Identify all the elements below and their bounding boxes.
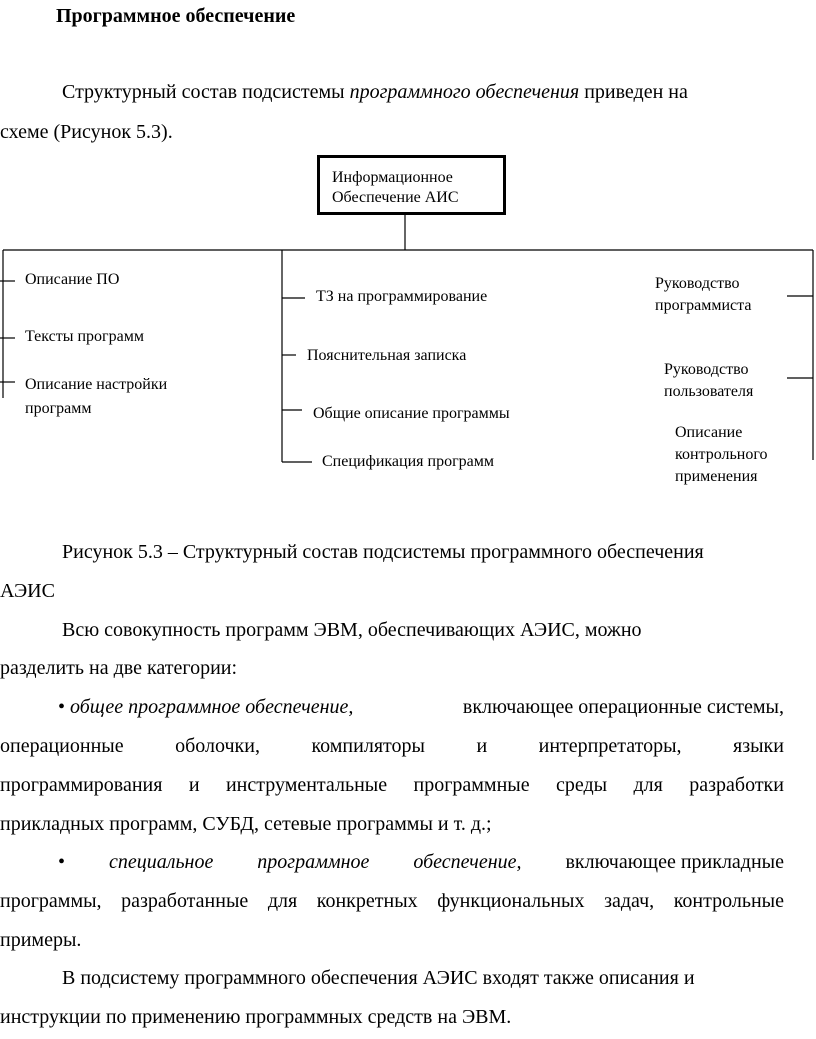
figure-caption-line-2: АЭИС — [0, 580, 55, 602]
intro-text-before: Структурный состав подсистемы — [62, 81, 350, 103]
left-item-3-line-2: программ — [25, 400, 92, 417]
intro-line-2: схеме (Рисунок 5.3). — [0, 121, 173, 143]
word: программы, — [0, 890, 102, 912]
word: программирования — [0, 774, 163, 796]
right-item-2-line-2: пользователя — [664, 383, 754, 400]
word: оболочки, — [175, 735, 260, 757]
root-label-line-1: Информационное — [332, 169, 453, 186]
word: функциональных — [437, 890, 585, 912]
root-label-line-2: Обеспечение АИС — [332, 189, 459, 206]
left-item-3-line-1: Описание настройки — [25, 376, 168, 393]
right-item-3-line-3: применения — [675, 468, 758, 485]
para2-line-1: В подсистему программного обеспечения АЭИС входят также описания и — [62, 967, 695, 989]
word: интерпретаторы, — [538, 735, 682, 757]
bullet2-italic-1: специальное — [108, 851, 214, 873]
word: разработанные — [121, 890, 249, 912]
right-item-3-line-1: Описание — [675, 424, 743, 441]
bullet1-italic: общее программное обеспечение, — [70, 696, 354, 718]
word: задач, — [604, 890, 655, 912]
bullet2-rest: включающее прикладные — [565, 851, 784, 873]
bullet1-rest: включающее операционные системы, — [462, 696, 784, 718]
bullet2-mark: • — [58, 851, 66, 873]
right-item-1-line-1: Руководство — [655, 275, 740, 292]
left-item-1: Описание ПО — [25, 271, 120, 288]
middle-item-3: Общие описание программы — [313, 405, 510, 422]
bullet2-line-1 — [58, 850, 784, 874]
intro-text-after: приведен на — [579, 81, 688, 103]
intro-text-italic: программного обеспечения — [349, 81, 580, 103]
word: разработки — [689, 774, 784, 796]
para1-line-2: разделить на две категории: — [0, 657, 238, 679]
word: языки — [733, 735, 784, 757]
word: для — [633, 774, 663, 796]
bullet2-line-3: примеры. — [0, 929, 82, 951]
right-item-1-line-2: программиста — [655, 297, 752, 314]
middle-item-1: ТЗ на программирование — [316, 288, 488, 305]
word: компиляторы — [311, 735, 425, 757]
para2-line-2: инструкции по применению программных средств на ЭВМ. — [0, 1006, 512, 1028]
bullet2-italic-2: программное — [257, 851, 370, 873]
word: среды — [556, 774, 608, 796]
bullet1-lead — [58, 695, 353, 719]
bullet1-line-3 — [0, 773, 784, 797]
bullet1-line-2 — [0, 734, 784, 758]
word: конкретных — [316, 890, 418, 912]
left-item-2: Тексты программ — [25, 328, 144, 345]
bullet2-italic-3: обеспечение, — [413, 851, 522, 873]
figure-caption-line-1: Рисунок 5.3 – Структурный состав подсистемы программного обеспечения — [62, 541, 704, 563]
word: программные — [413, 774, 530, 796]
word: и — [188, 774, 200, 796]
word: контрольные — [673, 890, 784, 912]
word: операционные — [0, 735, 124, 757]
middle-item-4: Спецификация программ — [322, 453, 494, 470]
bullet1-line-4: прикладных программ, СУБД, сетевые программы и т. д.; — [0, 813, 492, 835]
right-item-2-line-1: Руководство — [664, 361, 749, 378]
para1-line-1: Всю совокупность программ ЭВМ, обеспечивающих АЭИС, можно — [62, 619, 642, 641]
word: инструментальные — [225, 774, 388, 796]
word: для — [267, 890, 298, 912]
middle-item-2: Пояснительная записка — [307, 347, 467, 364]
bullet1-mark: • — [58, 696, 66, 718]
bullet1-line-1 — [58, 695, 784, 719]
section-heading: Программное обеспечение — [56, 5, 296, 27]
bullet2-line-2 — [0, 889, 784, 913]
right-item-3-line-2: контрольного — [675, 446, 768, 463]
word: и — [476, 735, 488, 757]
